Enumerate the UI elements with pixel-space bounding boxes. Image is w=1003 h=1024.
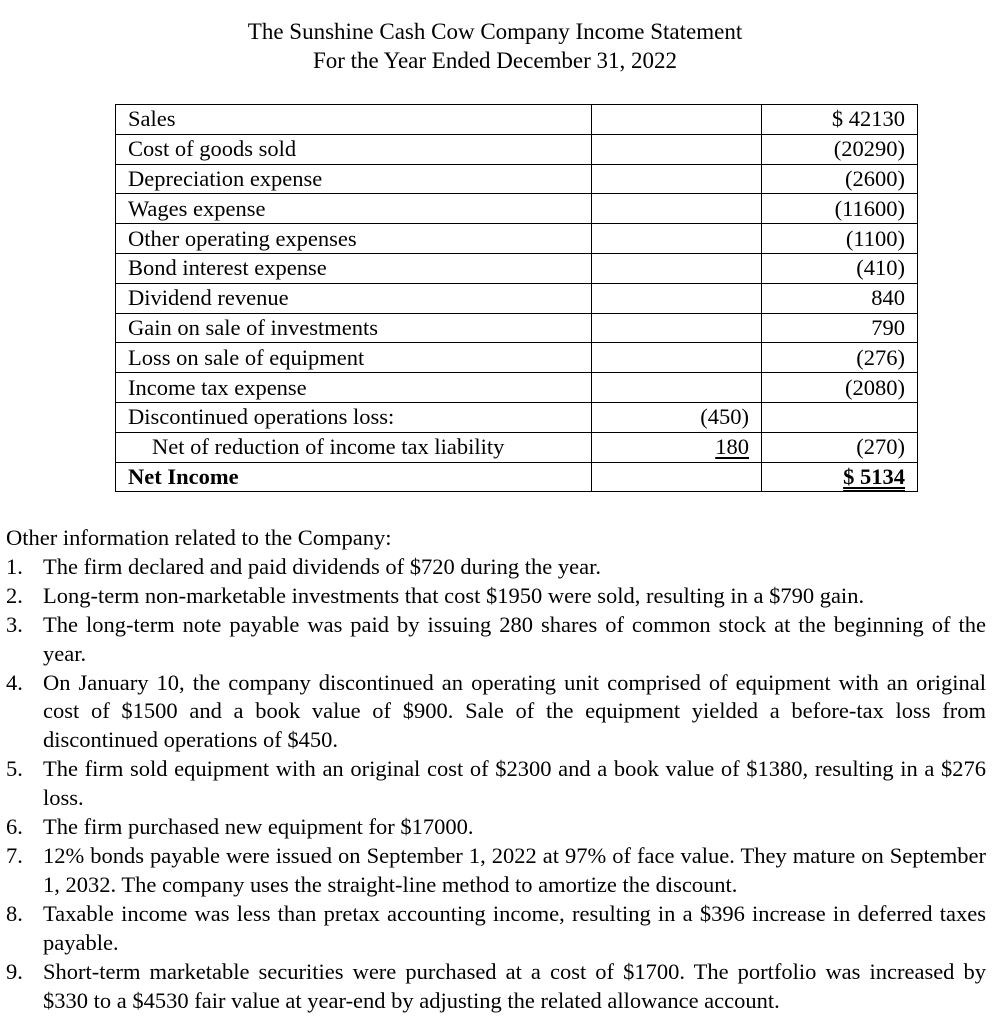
row-label: Wages expense [116,194,592,224]
list-item-text: Long-term non-marketable investments that cost $1950 were sold, resulting in a $790 gain. [43,582,865,608]
row-subtotal [592,462,762,492]
list-item-text: Short-term marketable securities were purchased at a cost of $1700. The portfolio was increased by $330 to a $4530 fair value at year-end by adjusting the related allowance account. [43,958,986,1013]
statement-subtitle: For the Year Ended December 31, 2022 [312,48,678,73]
list-item [6,611,986,669]
list-item [6,582,986,611]
row-label: Loss on sale of equipment [116,343,592,373]
list-item [6,553,986,582]
table-row [116,224,918,254]
list-item [6,755,986,813]
list-item-text: The firm sold equipment with an original cost of $2300 and a book value of $1380, resulting in a $276 loss. [43,756,986,811]
row-subtotal [592,373,762,403]
table-row [116,373,918,403]
row-amount: (276) [762,343,918,373]
net-income-value: $ 5134 [843,463,905,489]
row-label: Dividend revenue [116,283,592,313]
other-information-heading: Other information related to the Company: [6,525,392,550]
list-item-number: 9. [6,958,23,984]
row-label: Other operating expenses [116,224,592,254]
row-label: Discontinued operations loss: [116,402,592,432]
row-subtotal [592,253,762,283]
row-subtotal [592,164,762,194]
row-label: Bond interest expense [116,253,592,283]
row-subtotal [592,432,762,462]
table-row [116,194,918,224]
row-subtotal [592,224,762,254]
other-information [6,524,986,1015]
table-row [116,164,918,194]
row-amount: (270) [762,432,918,462]
row-subtotal: (450) [592,402,762,432]
list-item-text: On January 10, the company discontinued an operating unit comprised of equipment with an original cost of $1500 and a book value of $900. Sale of the equipment yielded a before-tax loss from discontinued operations of $450. [43,669,986,753]
row-label: Cost of goods sold [116,134,592,164]
table-row [116,402,918,432]
row-amount: (2600) [762,164,918,194]
list-item-text: The long-term note payable was paid by issuing 280 shares of common stock at the beginning of the year. [43,611,986,666]
list-item-number: 7. [6,842,23,868]
list-item-number: 2. [6,582,23,608]
table-row [116,283,918,313]
list-item [6,900,986,958]
row-amount: (20290) [762,134,918,164]
table-row [116,134,918,164]
row-label: Sales [116,105,592,135]
table-row [116,253,918,283]
table-row [116,432,918,462]
list-item-text: Taxable income was less than pretax accounting income, resulting in a $396 increase in deferred taxes payable. [43,900,986,955]
list-item [6,669,986,756]
row-subtotal [592,194,762,224]
list-item-number: 1. [6,553,23,579]
list-item-text: 12% bonds payable were issued on September 1, 2022 at 97% of face value. They mature on September 1, 2032. The company uses the straight-line method to amortize the discount. [43,842,986,897]
row-amount: (11600) [762,194,918,224]
list-item-number: 3. [6,611,23,637]
table-row [116,313,918,343]
list-item-number: 6. [6,814,23,840]
row-label: Income tax expense [116,373,592,403]
row-subtotal-value: 180 [715,434,749,460]
list-item [6,813,986,842]
row-label: Depreciation expense [116,164,592,194]
list-item-text: The firm purchased new equipment for $17000. [43,814,474,840]
net-income-amount [762,462,918,492]
row-amount: (410) [762,253,918,283]
row-amount: $ 42130 [762,105,918,135]
list-item-number: 4. [6,669,23,695]
row-subtotal [592,134,762,164]
other-information-list [6,553,986,1016]
row-amount [762,402,918,432]
income-statement-table [115,104,918,492]
table-row [116,105,918,135]
list-item-text: The firm declared and paid dividends of $720 during the year. [43,553,601,579]
row-label: Net of reduction of income tax liability [116,432,592,462]
row-amount: (2080) [762,373,918,403]
row-amount: 840 [762,283,918,313]
list-item-number: 8. [6,900,23,926]
net-income-label: Net Income [116,462,592,492]
row-subtotal [592,105,762,135]
row-amount: 790 [762,313,918,343]
row-subtotal [592,313,762,343]
table-row [116,462,918,492]
list-item-number: 5. [6,756,23,782]
list-item [6,842,986,900]
row-subtotal [592,343,762,373]
statement-title: The Sunshine Cash Cow Company Income Statement [247,19,743,44]
table-row [116,343,918,373]
row-label: Gain on sale of investments [116,313,592,343]
row-subtotal [592,283,762,313]
row-amount: (1100) [762,224,918,254]
list-item [6,958,986,1016]
